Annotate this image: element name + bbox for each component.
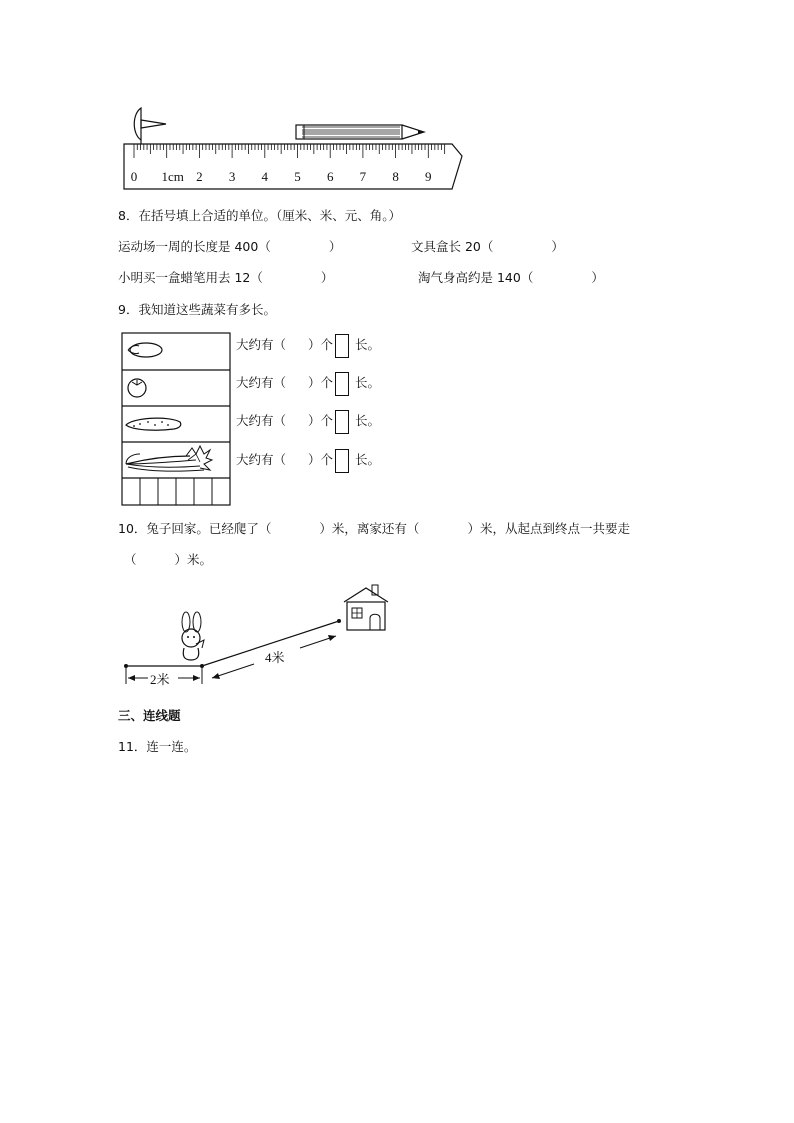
q9-row-tomato — [236, 369, 380, 397]
q9-row-text: 大约有（ — [236, 413, 287, 428]
q10-text: 10．兔子回家。已经爬了（ — [118, 521, 272, 536]
ruler-label: 7 — [359, 169, 367, 184]
q9-row-text: ）个 — [308, 413, 334, 428]
section3-title: 三、连线题 — [118, 708, 181, 723]
q9-row-text: 大约有（ — [236, 375, 287, 390]
eggplant-icon — [128, 343, 162, 357]
q8-title: 8．在括号填上合适的单位。（厘米、米、元、角。） — [118, 208, 401, 223]
q10-text: ）米，离家还有（ — [319, 521, 420, 536]
q8-item-crayons — [118, 270, 333, 286]
q9-title: 9．我知道这些蔬菜有多长。 — [118, 302, 276, 317]
q10-text: （ — [124, 552, 137, 567]
q8-item-close: ） — [551, 239, 564, 254]
label-2m: 2米 — [150, 672, 170, 687]
unit-square-icon — [335, 372, 349, 396]
pencil-icon — [296, 125, 424, 139]
ruler-label: 6 — [326, 169, 334, 184]
cucumber-icon — [126, 418, 181, 430]
ruler-label: 2 — [196, 169, 203, 184]
ruler-label: 0 — [130, 169, 138, 184]
q9-row-text: 大约有（ — [236, 337, 287, 352]
label-4m: 4米 — [265, 650, 285, 665]
q9-row-text: 长。 — [355, 337, 381, 352]
q8-item-text: 小明买一盒蜡笔用去 12（ — [118, 270, 263, 285]
q11-title: 11．连一连。 — [118, 739, 197, 754]
q8-item-close: ） — [320, 270, 334, 285]
q8-item-height — [418, 270, 604, 286]
pin-icon — [134, 108, 166, 144]
ruler-label: 4 — [261, 169, 269, 184]
q8-item-pencil-box — [411, 239, 564, 255]
unit-square-icon — [335, 334, 349, 358]
ruler-label: 5 — [294, 169, 301, 184]
ruler-figure — [0, 0, 794, 200]
q9-row-text: 大约有（ — [236, 452, 287, 467]
q9-row-eggplant — [236, 331, 380, 359]
q8-item-sports-field — [118, 239, 341, 255]
ruler-label: 8 — [392, 169, 399, 184]
ruler-label: 3 — [228, 169, 236, 184]
ruler-label: 9 — [425, 169, 432, 184]
q9-row-text: ）个 — [308, 337, 334, 352]
tomato-icon — [128, 379, 146, 397]
q9-row-text: ）个 — [308, 375, 334, 390]
q9-row-text: 长。 — [355, 375, 381, 390]
rabbit-path-figure — [0, 580, 794, 700]
q8-item-text: 淘气身高约是 140（ — [418, 270, 534, 285]
unit-square-icon — [335, 410, 349, 434]
q9-row-text: 长。 — [355, 452, 381, 467]
q10-text: ）米，从起点到终点一共要走 — [467, 521, 630, 536]
q8-item-close: ） — [591, 270, 604, 285]
unit-square-icon — [335, 449, 349, 473]
house-icon — [344, 585, 388, 630]
q9-row-text: 长。 — [355, 413, 381, 428]
q9-row-text: ）个 — [308, 452, 334, 467]
q10-text: ）米。 — [174, 552, 213, 567]
q10-line1 — [118, 521, 630, 537]
vegetable-table — [0, 330, 794, 530]
q10-line2 — [124, 552, 212, 568]
celery-icon — [126, 446, 212, 471]
q9-row-cucumber — [236, 407, 380, 435]
q9-row-celery — [236, 446, 380, 474]
ruler-label: 1cm — [161, 169, 184, 184]
rabbit-icon — [182, 612, 204, 660]
q8-item-close: ） — [328, 239, 342, 254]
q8-item-text: 文具盒长 20（ — [411, 239, 494, 254]
q8-item-text: 运动场一周的长度是 400（ — [118, 239, 271, 254]
